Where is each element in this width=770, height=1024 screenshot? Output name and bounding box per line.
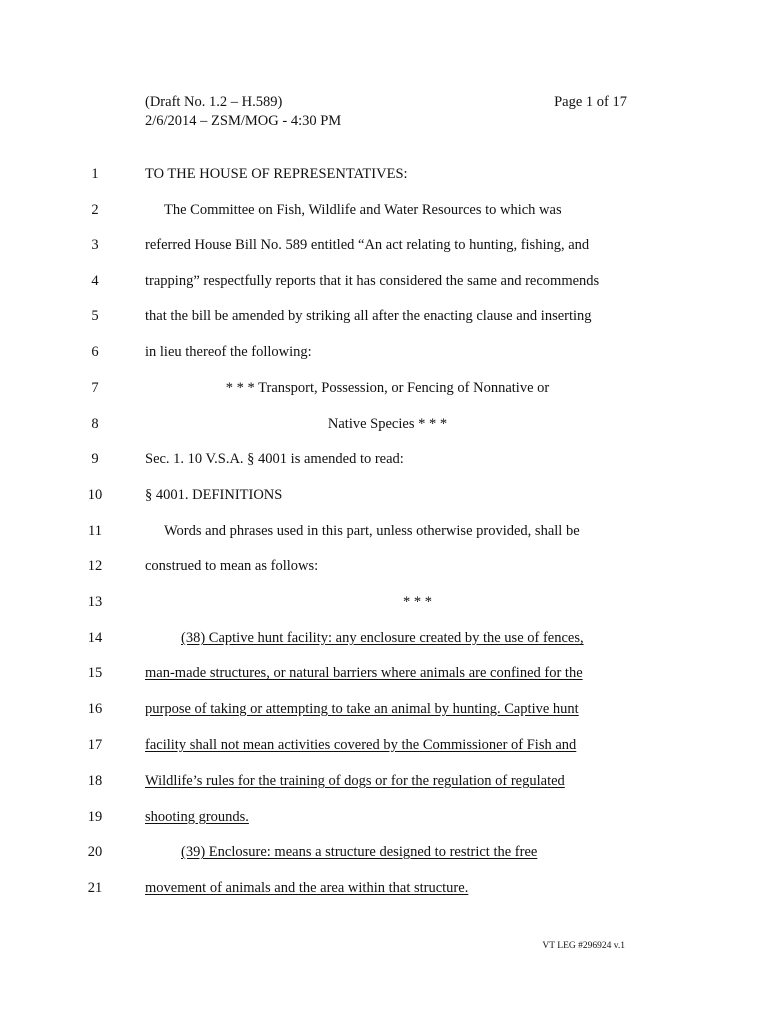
line-10 xyxy=(0,484,770,506)
line-number: 12 xyxy=(87,558,103,574)
line-4 xyxy=(0,270,770,292)
inserted-text: purpose of taking or attempting to take an animal by hunting. Captive hunt xyxy=(145,701,579,717)
line-number: 14 xyxy=(87,630,103,646)
line-text: that the bill be amended by striking all after the enacting clause and inserting xyxy=(145,308,592,324)
section-heading: * * * Transport, Possession, or Fencing of Nonnative or xyxy=(225,380,550,396)
line-15 xyxy=(0,662,770,684)
line-number: 7 xyxy=(91,380,99,396)
line-number: 20 xyxy=(87,844,103,860)
draft-number: (Draft No. 1.2 – H.589) xyxy=(145,94,283,110)
line-text: in lieu thereof the following: xyxy=(145,344,312,360)
inserted-text: Wildlife’s rules for the training of dogs or for the regulation of regulated xyxy=(145,773,565,789)
line-number: 1 xyxy=(91,166,99,182)
line-number: 4 xyxy=(91,273,99,289)
line-text: The Committee on Fish, Wildlife and Water Resources to which was xyxy=(164,202,562,218)
line-number: 3 xyxy=(91,237,99,253)
line-12 xyxy=(0,555,770,577)
line-number: 6 xyxy=(91,344,99,360)
inserted-text: facility shall not mean activities covered by the Commissioner of Fish and xyxy=(145,737,577,753)
line-3 xyxy=(0,234,770,256)
line-6 xyxy=(0,341,770,363)
line-number: 11 xyxy=(88,523,102,539)
inserted-text: shooting grounds. xyxy=(145,809,249,825)
line-19 xyxy=(0,806,770,828)
inserted-text: (38) Captive hunt facility: any enclosure created by the use of fences, xyxy=(181,630,584,646)
line-8 xyxy=(0,413,770,435)
line-number: 13 xyxy=(87,594,103,610)
line-number: 21 xyxy=(87,880,103,896)
line-18 xyxy=(0,770,770,792)
document-id-footer: VT LEG #296924 v.1 xyxy=(542,941,625,951)
line-number: 18 xyxy=(87,773,103,789)
line-text: referred House Bill No. 589 entitled “An act relating to hunting, fishing, and xyxy=(145,237,590,253)
line-text: construed to mean as follows: xyxy=(145,558,319,574)
omission-marker: * * * xyxy=(403,594,432,610)
line-number: 9 xyxy=(91,451,99,467)
line-14 xyxy=(0,627,770,649)
line-16 xyxy=(0,698,770,720)
inserted-text: man-made structures, or natural barriers where animals are confined for the xyxy=(145,665,583,681)
line-13 xyxy=(0,591,770,613)
line-number: 2 xyxy=(91,202,99,218)
line-number: 5 xyxy=(91,308,99,324)
line-number: 15 xyxy=(87,665,103,681)
line-text: Sec. 1. 10 V.S.A. § 4001 is amended to read: xyxy=(145,451,404,467)
draft-date: 2/6/2014 – ZSM/MOG - 4:30 PM xyxy=(145,113,342,129)
section-title: § 4001. DEFINITIONS xyxy=(145,487,283,503)
line-9 xyxy=(0,448,770,470)
line-text: Words and phrases used in this part, unless otherwise provided, shall be xyxy=(164,523,580,539)
draft-header xyxy=(145,93,341,131)
inserted-text: (39) Enclosure: means a structure designed to restrict the free xyxy=(181,844,538,860)
line-20 xyxy=(0,841,770,863)
line-21 xyxy=(0,877,770,899)
line-text: trapping” respectfully reports that it has considered the same and recommends xyxy=(145,273,600,289)
page-number: Page 1 of 17 xyxy=(554,94,627,110)
line-17 xyxy=(0,734,770,756)
line-text: TO THE HOUSE OF REPRESENTATIVES: xyxy=(145,166,408,182)
line-2 xyxy=(0,199,770,221)
line-number: 10 xyxy=(87,487,103,503)
line-number: 19 xyxy=(87,809,103,825)
line-number: 8 xyxy=(91,416,99,432)
line-number: 16 xyxy=(87,701,103,717)
line-1 xyxy=(0,163,770,185)
line-7 xyxy=(0,377,770,399)
section-heading: Native Species * * * xyxy=(327,416,448,432)
line-5 xyxy=(0,305,770,327)
inserted-text: movement of animals and the area within that structure. xyxy=(145,880,469,896)
line-number: 17 xyxy=(87,737,103,753)
line-11 xyxy=(0,520,770,542)
